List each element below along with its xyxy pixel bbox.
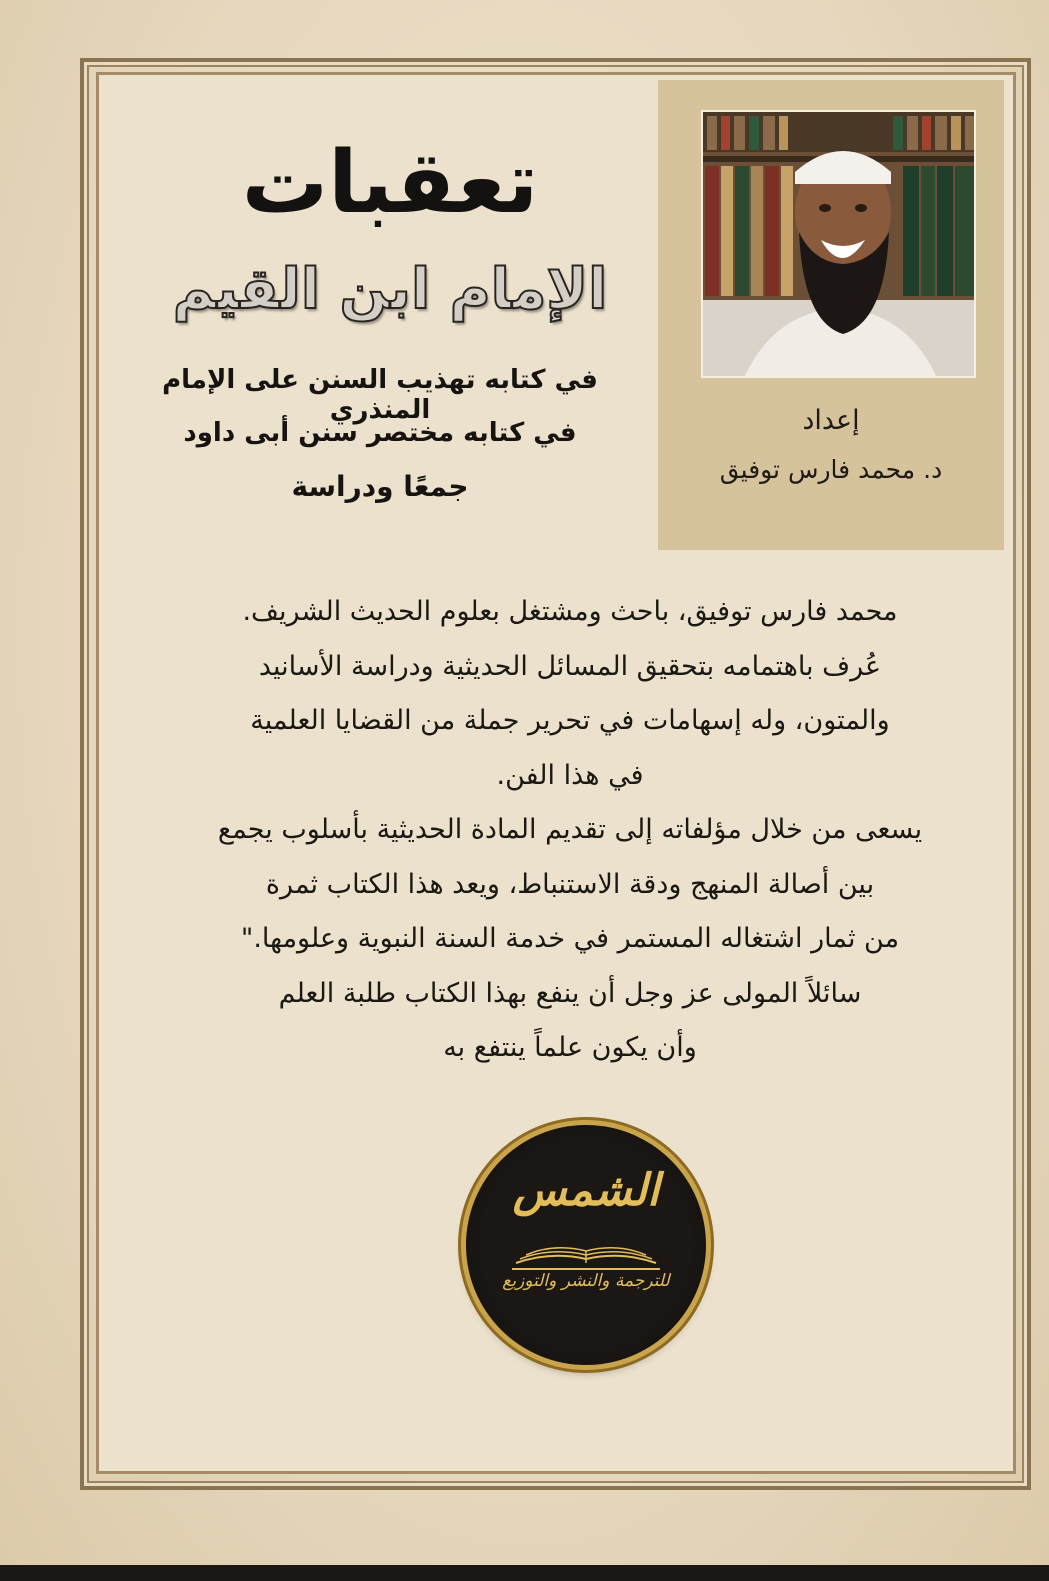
book-title-sub: الإمام ابن القيم [172,257,608,322]
prepared-by-label: إعداد [802,405,860,436]
bio-line: والمتون، وله إسهامات في تحرير جملة من القضايا العلمية [250,705,890,736]
subtitle-line-3: جمعًا ودراسة [291,470,469,503]
bio-line: يسعى من خلال مؤلفاته إلى تقديم المادة الحديثية بأسلوب يجمع [217,814,923,845]
bottom-edge [0,1565,1049,1581]
book-title: تعقبات [241,133,539,233]
publisher-logo [466,1125,706,1365]
subtitle-line-1: في كتابه تهذيب السنن على الإمام المنذري [162,365,598,425]
author-bio [140,585,1000,1076]
author-portrait-icon [703,112,976,378]
bio-line: عُرف باهتمامه بتحقيق المسائل الحديثية ودراسة الأسانيد [258,650,882,682]
bio-line: في هذا الفن. [496,759,644,791]
publisher-name: الشمس [512,1165,660,1216]
publisher-tagline: للترجمة والنشر والتوزيع [502,1271,670,1291]
bio-line: بين أصالة المنهج ودقة الاستنباط، ويعد هذا الكتاب ثمرة [265,868,875,900]
subtitle-line-2: في كتابه مختصر سنن أبى داود [183,418,577,448]
bio-line: محمد فارس توفيق، باحث ومشتغل بعلوم الحديث الشريف. [242,596,898,627]
author-name: د. محمد فارس توفيق [719,455,943,484]
author-photo [701,110,976,378]
bio-line: سائلاً المولى عز وجل أن ينفع بهذا الكتاب طلبة العلم [278,977,862,1009]
bio-line: من ثمار اشتغاله المستمر في خدمة السنة النبوية وعلومها." [240,923,900,954]
open-book-icon [506,1233,666,1273]
bio-line: وأن يكون علماً ينتفع به [443,1032,697,1063]
